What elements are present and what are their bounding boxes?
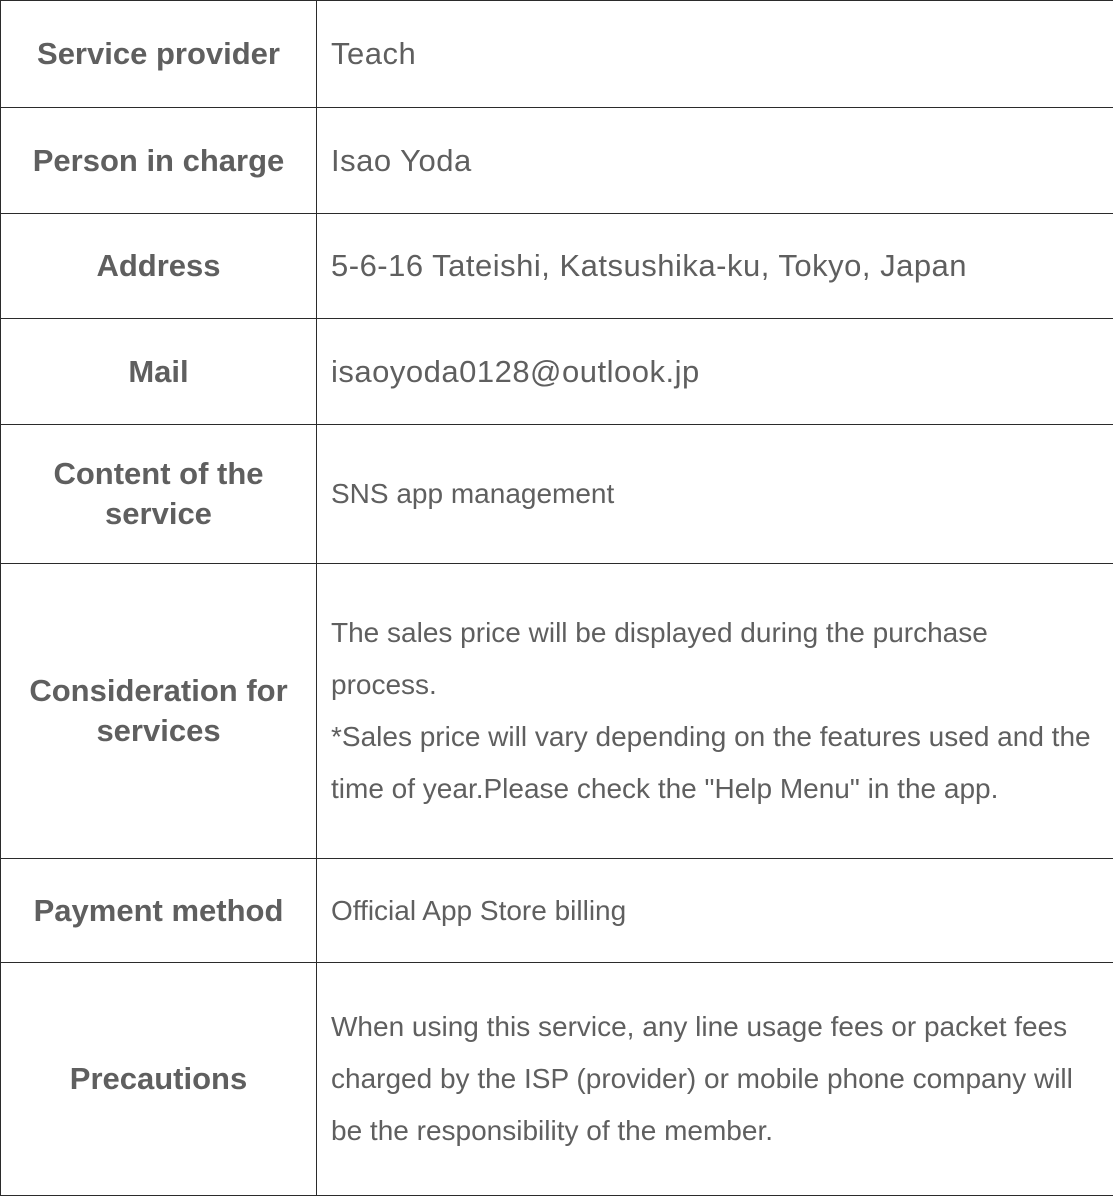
table-row-content [1, 425, 1113, 564]
table-row-payment-method [1, 859, 1113, 963]
table-row-person-in-charge [1, 108, 1113, 214]
row-value: Official App Store billing [317, 859, 1113, 963]
row-label: Person in charge [1, 108, 317, 214]
row-value: SNS app management [317, 425, 1113, 564]
row-value: Teach [317, 1, 1113, 108]
table-row-service-provider [1, 1, 1113, 108]
table-row-address [1, 214, 1113, 319]
row-label: Service provider [1, 1, 317, 108]
row-label: Precautions [1, 963, 317, 1196]
row-value: When using this service, any line usage fees or packet fees charged by the ISP (provider) or mobile phone company will be the responsibility of the member. [317, 963, 1113, 1196]
value-line: *Sales price will vary depending on the features used and the time of year.Please check the "Help Menu" in the app. [331, 721, 1091, 804]
table-row-precautions [1, 963, 1113, 1196]
row-label: Content of the service [1, 425, 317, 564]
mail-address-link[interactable]: isaoyoda0128@outlook.jp [317, 319, 1113, 425]
row-value [317, 564, 1113, 859]
value-line: The sales price will be displayed during the purchase process. [331, 617, 988, 700]
table-row-mail [1, 319, 1113, 425]
row-label: Mail [1, 319, 317, 425]
table-row-consideration [1, 564, 1113, 859]
row-label: Consideration for services [1, 564, 317, 859]
row-value: 5-6-16 Tateishi, Katsushika-ku, Tokyo, Japan [317, 214, 1113, 319]
row-label: Payment method [1, 859, 317, 963]
row-value: Isao Yoda [317, 108, 1113, 214]
row-label: Address [1, 214, 317, 319]
